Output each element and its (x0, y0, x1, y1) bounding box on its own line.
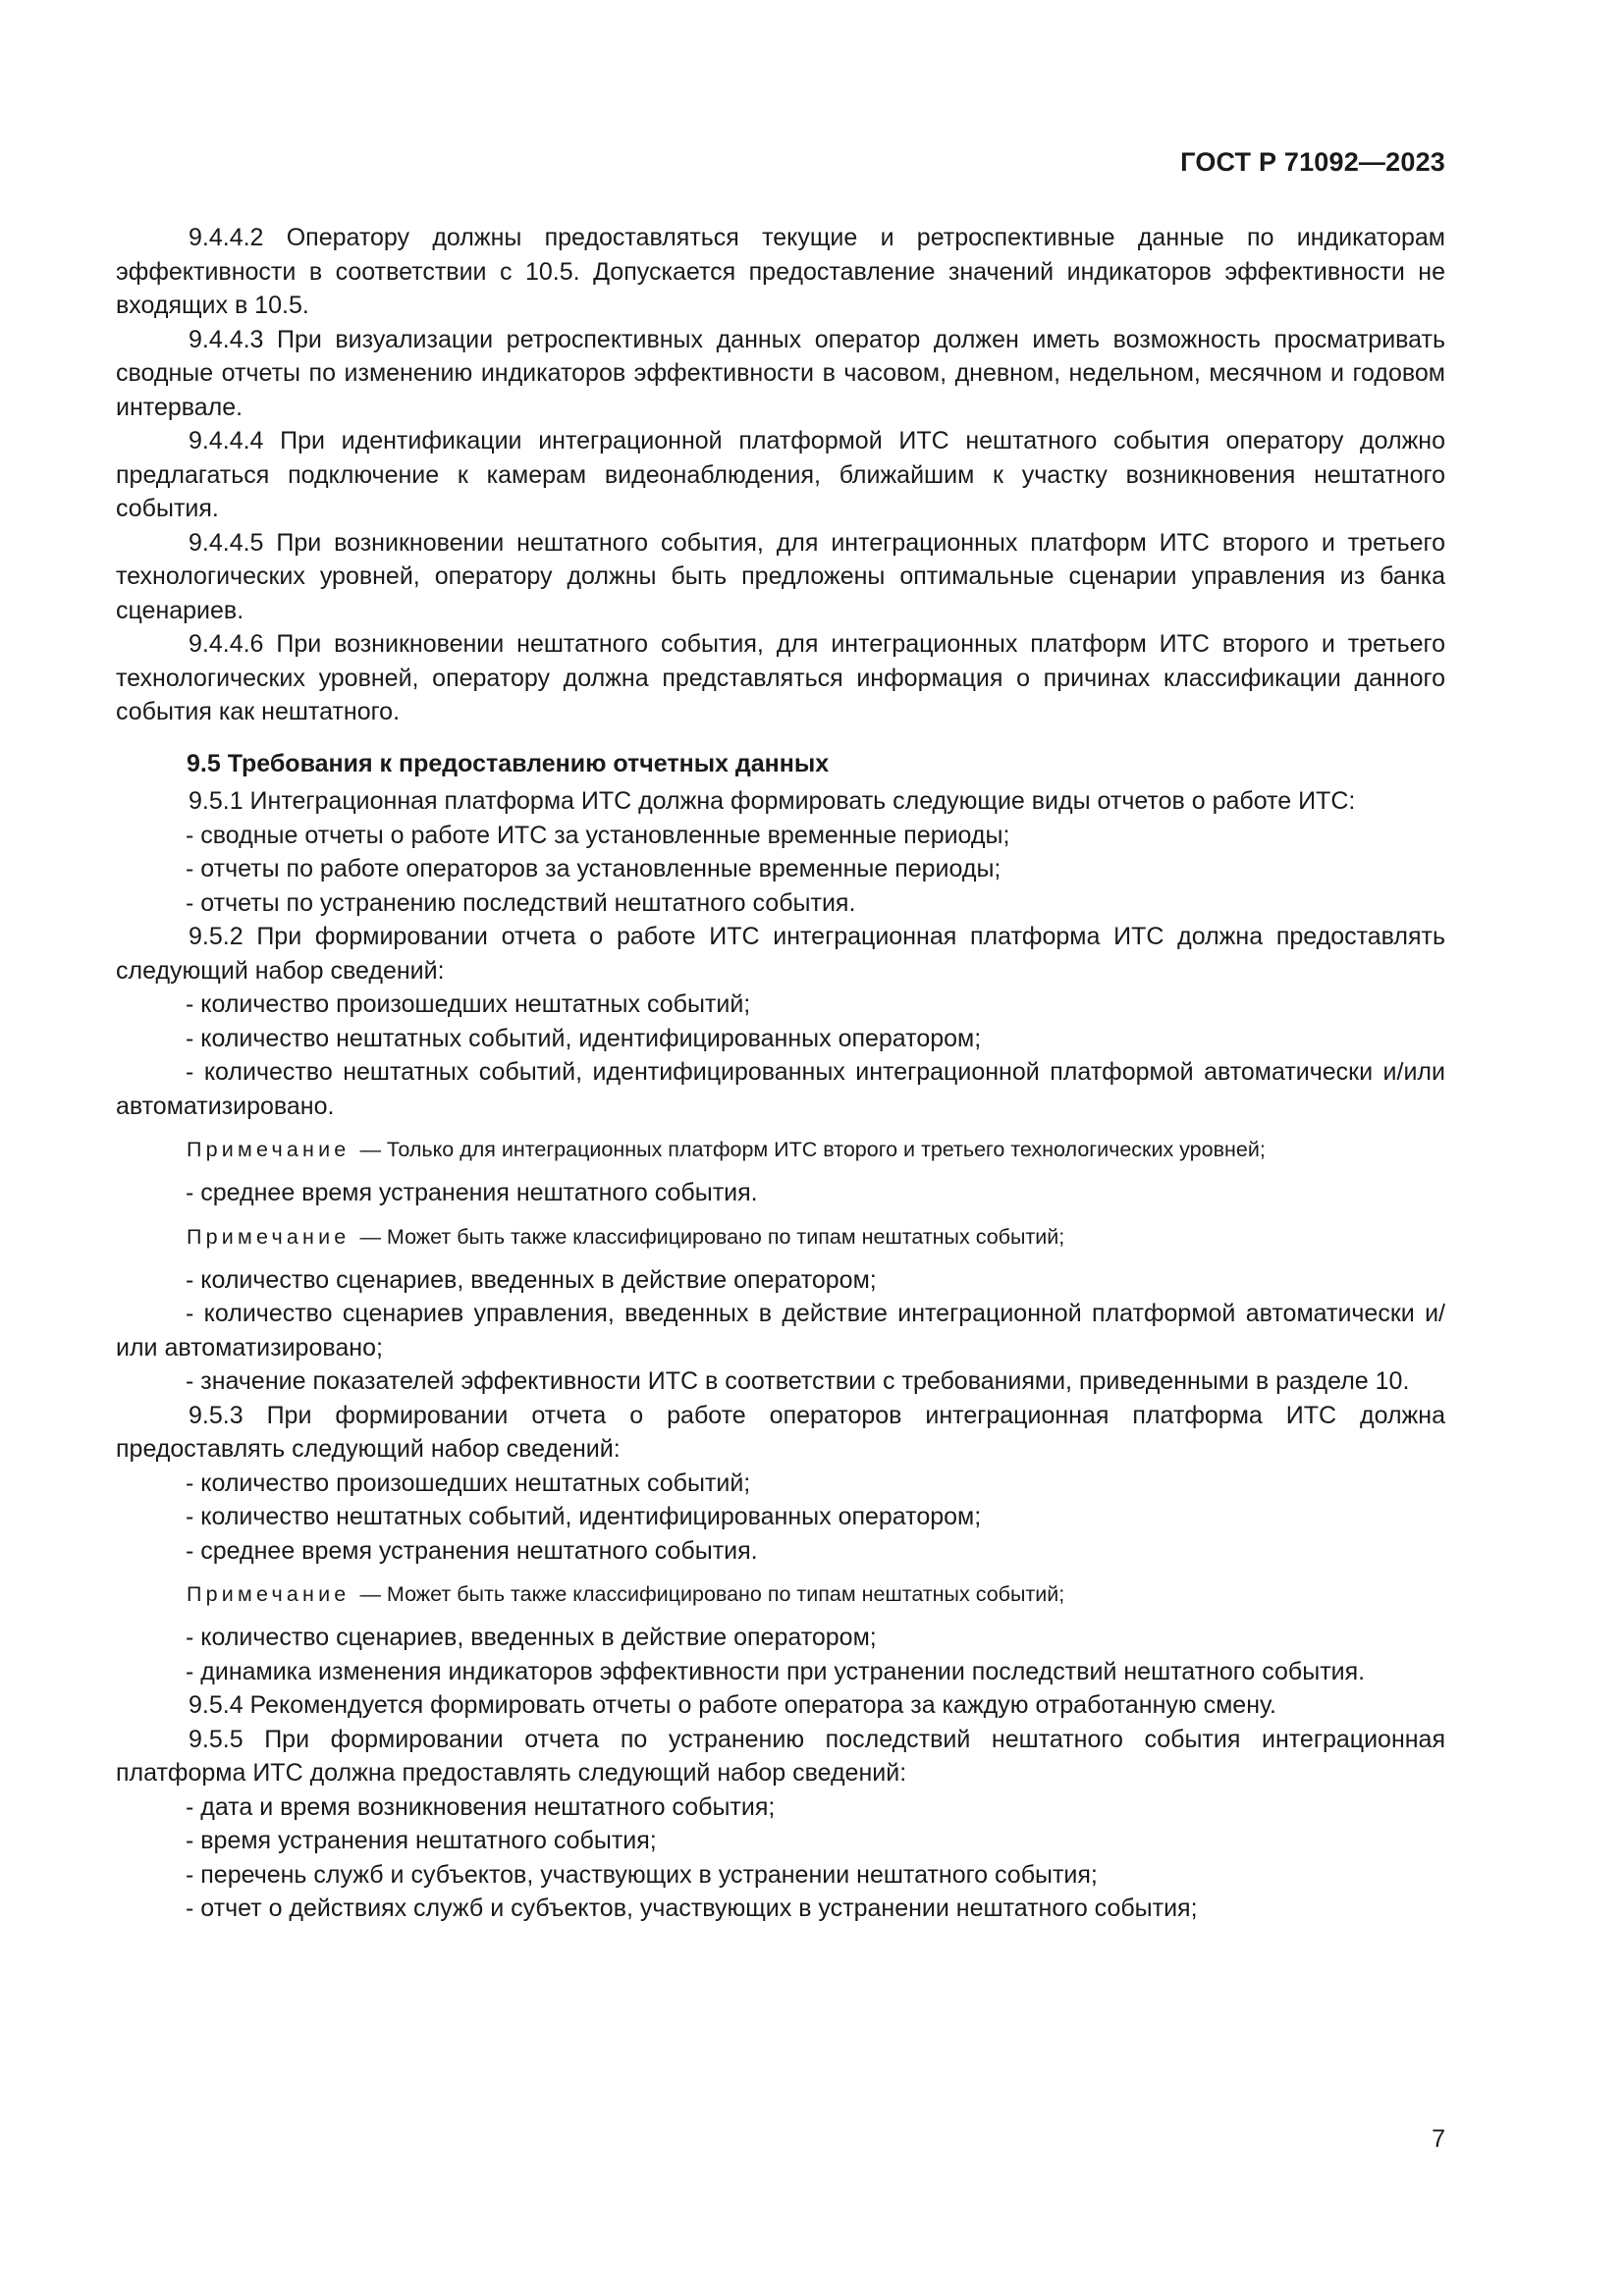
list-item: - отчет о действиях служб и субъектов, участвующих в устранении нештатного события; (186, 1895, 1198, 1922)
section-title-9-5: 9.5 Требования к предоставлению отчетных данных (187, 749, 830, 777)
note-text: — Может быть также классифицировано по типам нештатных событий; (359, 1582, 1065, 1606)
list-item: - значение показателей эффективности ИТС в соответствии с требованиями, приведенными в разделе 10. (186, 1367, 1410, 1395)
list-item: - перечень служб и субъектов, участвующих в устранении нештатного события; (186, 1860, 1098, 1889)
list-item: - количество произошедших нештатных событий; (186, 990, 751, 1018)
list-item: - отчеты по работе операторов за установленные временные периоды; (186, 855, 1001, 882)
list-item: - время устранения нештатного события; (186, 1827, 657, 1854)
paragraph-9-5-2: 9.5.2 При формировании отчета о работе ИТС интеграционная платформа ИТС должна предоставлять следующий набор сведений: (116, 923, 1445, 985)
note-label: Примечание (187, 1224, 351, 1249)
list-item: - количество нештатных событий, идентифицированных интеграционной платформой автоматически и/или автоматизировано. (116, 1058, 1445, 1120)
paragraph-9-4-4-5: 9.4.4.5 При возникновении нештатного события, для интеграционных платформ ИТС второго и третьего технологических уровней, оператору должны быть предложены оптимальные сценарии управления из банка сценариев. (116, 528, 1445, 624)
list-item: - количество нештатных событий, идентифицированных оператором; (186, 1503, 982, 1530)
paragraph-9-5-4: 9.5.4 Рекомендуется формировать отчеты о работе оператора за каждую отработанную смену. (189, 1691, 1276, 1719)
list-item: - количество сценариев, введенных в действие оператором; (186, 1265, 877, 1294)
paragraph-9-5-5: 9.5.5 При формировании отчета по устранению последствий нештатного события интеграционная платформа ИТС должна предоставлять следующий набор сведений: (116, 1725, 1445, 1787)
list-item: - отчеты по устранению последствий нештатного события. (186, 888, 856, 917)
paragraph-9-4-4-4: 9.4.4.4 При идентификации интеграционной платформой ИТС нештатного события оператору должно предлагаться подключение к камерам видеонаблюдения, ближайшим к участку возникновения нештатного события. (116, 427, 1445, 522)
note-text: — Может быть также классифицировано по типам нештатных событий; (359, 1224, 1065, 1249)
page-content (116, 221, 1445, 1926)
note-label: Примечание (187, 1582, 351, 1606)
list-item: - количество нештатных событий, идентифицированных оператором; (186, 1024, 982, 1052)
list-item: - количество сценариев управления, введенных в действие интеграционной платформой автоматически и/или автоматизировано; (116, 1300, 1445, 1362)
list-item: - среднее время устранения нештатного события. (186, 1536, 758, 1565)
note-1 (116, 1135, 1445, 1164)
paragraph-9-5-3: 9.5.3 При формировании отчета о работе операторов интеграционная платформа ИТС должна предоставлять следующий набор сведений: (116, 1401, 1445, 1463)
paragraph-9-4-4-3: 9.4.4.3 При визуализации ретроспективных данных оператор должен иметь возможность просматривать сводные отчеты по изменению индикаторов эффективности в часовом, дневном, недельном, месячном и годовом интервале. (116, 325, 1445, 421)
paragraph-9-4-4-2: 9.4.4.2 Оператору должны предоставляться текущие и ретроспективные данные по индикаторам эффективности в соответствии с 10.5. Допускается предоставление значений индикаторов эффективности не входящих в 10.5. (116, 224, 1445, 319)
paragraph-9-4-4-6: 9.4.4.6 При возникновении нештатного события, для интеграционных платформ ИТС второго и третьего технологических уровней, оператору должна представляться информация о причинах классификации данного события как нештатного. (116, 630, 1445, 725)
note-3 (116, 1579, 1445, 1609)
note-2 (116, 1222, 1445, 1252)
list-item: - динамика изменения индикаторов эффективности при устранении последствий нештатного события. (186, 1657, 1366, 1685)
list-item: - количество сценариев, введенных в действие оператором; (186, 1624, 877, 1651)
document-header-code: ГОСТ Р 71092—2023 (1180, 147, 1445, 177)
paragraph-9-5-1: 9.5.1 Интеграционная платформа ИТС должна формировать следующие виды отчетов о работе ИТС: (189, 787, 1356, 815)
list-item: - количество произошедших нештатных событий; (186, 1468, 751, 1497)
list-item: - дата и время возникновения нештатного события; (186, 1792, 776, 1821)
note-label: Примечание (187, 1138, 351, 1161)
list-item: - среднее время устранения нештатного события. (186, 1179, 758, 1206)
list-item: - сводные отчеты о работе ИТС за установленные временные периоды; (186, 821, 1010, 849)
note-text: — Только для интеграционных платформ ИТС второго и третьего технологических уровней; (359, 1138, 1266, 1161)
page-number: 7 (1432, 2125, 1445, 2153)
